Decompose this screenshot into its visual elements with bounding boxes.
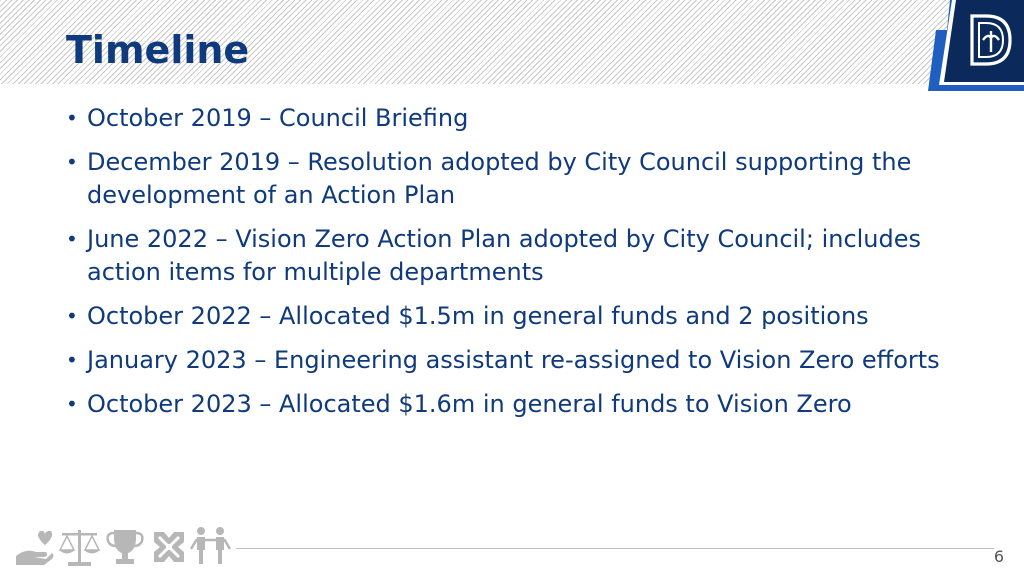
hand-heart-icon: [16, 531, 54, 565]
timeline-list: [66, 102, 966, 432]
list-item: [66, 388, 966, 421]
timeline-item-text: December 2019 – Resolution adopted by City Council supporting the development of an Action Plan: [87, 148, 912, 209]
bullet-icon: •: [66, 227, 78, 251]
bullet-icon: •: [66, 348, 78, 372]
city-logo: [920, 0, 1024, 91]
list-item: [66, 223, 966, 289]
footer-divider: [236, 548, 994, 549]
list-item: [66, 102, 966, 135]
list-item: [66, 300, 966, 333]
scales-icon: [59, 530, 100, 566]
timeline-item-text: October 2023 – Allocated $1.6m in general funds to Vision Zero: [87, 390, 852, 418]
bullet-icon: •: [66, 150, 78, 174]
slide-title: Timeline: [66, 28, 250, 72]
list-item: [66, 146, 966, 212]
timeline-item-text: January 2023 – Engineering assistant re-assigned to Vision Zero efforts: [87, 346, 940, 374]
page-number: 6: [993, 547, 1004, 566]
people-icon: [191, 527, 230, 564]
bullet-icon: •: [66, 392, 78, 416]
timeline-item-text: June 2022 – Vision Zero Action Plan adopted by City Council; includes action items for multiple departments: [87, 225, 922, 286]
cross-pattern-icon: [154, 532, 184, 562]
trophy-icon: [108, 530, 143, 564]
list-item: [66, 344, 966, 377]
bullet-icon: •: [66, 106, 78, 130]
bullet-icon: •: [66, 304, 78, 328]
timeline-item-text: October 2022 – Allocated $1.5m in general funds and 2 positions: [87, 302, 869, 330]
timeline-item-text: October 2019 – Council Briefing: [87, 104, 469, 132]
footer-icons: [12, 522, 234, 568]
